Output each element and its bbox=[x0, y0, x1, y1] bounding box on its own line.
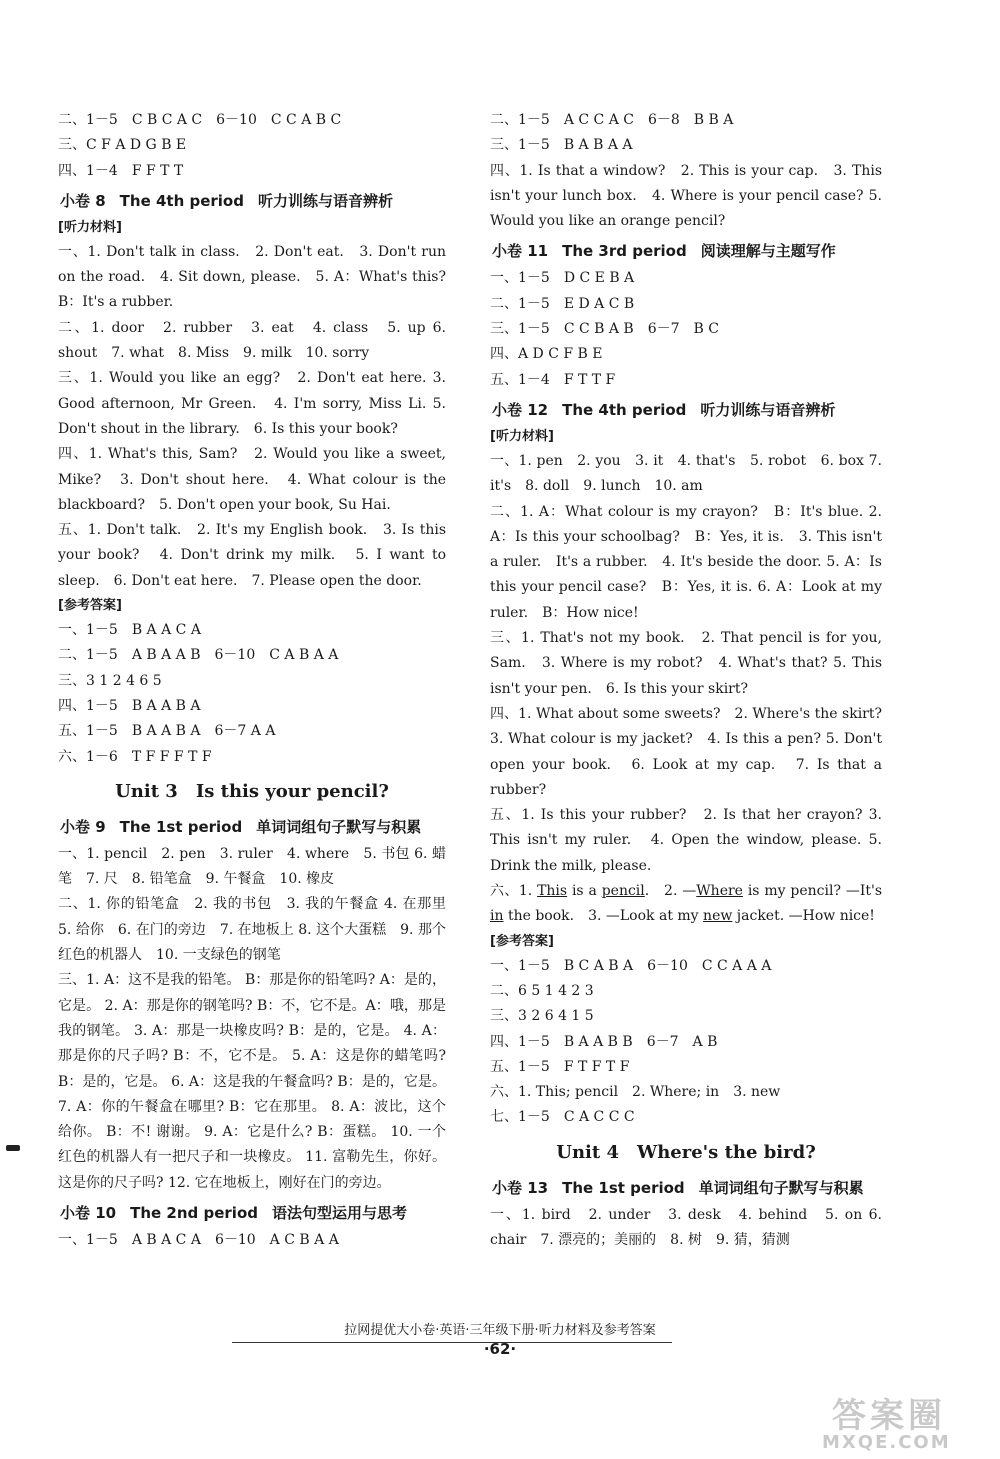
text-fragment: is my pencil? —It's bbox=[742, 883, 883, 900]
answer-line: 一、1－5 D C E B A bbox=[490, 270, 635, 287]
answer-line: 二、1－5 A B A A B 6－10 C A B A A bbox=[58, 647, 339, 664]
quiz-period: The 1st period bbox=[562, 1178, 685, 1197]
quiz-topic: 阅读理解与主题写作 bbox=[700, 242, 836, 261]
margin-mark bbox=[6, 1145, 20, 1151]
underlined-word: pencil bbox=[601, 883, 645, 900]
answer-line: 三、3 1 2 4 6 5 bbox=[58, 672, 162, 689]
quiz-number: 小卷 12 bbox=[492, 400, 549, 419]
answer-line: 六、1. This; pencil 2. Where; in 3. new bbox=[490, 1084, 781, 1101]
answer-line: 一、1. pen 2. you 3. it 4. that's 5. robot 6. box 7. it's 8. doll 9. lunch 10. am bbox=[490, 452, 882, 495]
quiz-heading bbox=[60, 812, 446, 842]
quiz-number: 小卷 9 bbox=[60, 817, 106, 836]
answer-line: 四、1－4 F F T T bbox=[58, 162, 184, 179]
answer-line: 五、1－4 F T T F bbox=[490, 371, 616, 388]
unit-heading: Unit 3 Is this your pencil? bbox=[115, 780, 389, 802]
footer-text: 拉网提优大小卷·英语·三年级下册·听力材料及参考答案 bbox=[344, 1323, 656, 1338]
answer-line: 二、1. A：What colour is my crayon? B：It's blue. 2. A：Is this your schoolbag? B：Yes, it is. 3. This isn't a ruler. It's a rubber. 4. It's beside the door. 5. A：Is this your pencil case? B：Yes, it is. 6. A：Look at my ruler. B：How nice! bbox=[490, 503, 882, 621]
answer-line: 五、1－5 B A A B A 6－7 A A bbox=[58, 723, 276, 740]
quiz-topic: 听力训练与语音辨析 bbox=[257, 191, 393, 210]
watermark-top: 答案圈 bbox=[832, 1396, 946, 1436]
text-fragment: the book. 3. —Look at my bbox=[503, 908, 704, 925]
answer-line: 一、1. Don't talk in class. 2. Don't eat. 3. Don't run on the road. 4. Sit down, please. 5. A：What's this? B：It's a rubber. bbox=[58, 243, 446, 311]
section-tag: [参考答案] bbox=[58, 598, 122, 614]
answer-line: 四、1. Is that a window? 2. This is your cap. 3. This isn't your lunch box. 4. Where is your pencil case? 5. Would you like an orange pencil? bbox=[490, 162, 882, 230]
answer-line: 一、1. bird 2. under 3. desk 4. behind 5. on 6. chair 7. 漂亮的；美丽的 8. 树 9. 猜，猜测 bbox=[490, 1206, 882, 1248]
underlined-word: new bbox=[703, 908, 733, 925]
quiz-period: The 4th period bbox=[562, 400, 687, 419]
page-number: ·62· bbox=[483, 1340, 517, 1358]
quiz-period: The 2nd period bbox=[130, 1203, 258, 1222]
quiz-topic: 语法句型运用与思考 bbox=[271, 1203, 407, 1222]
quiz-heading bbox=[492, 1173, 882, 1203]
quiz-number: 小卷 11 bbox=[492, 242, 549, 261]
answer-line: 五、1. Is this your rubber? 2. Is that her crayon? 3. This isn't my ruler. 4. Open the window, please. 5. Drink the milk, please. bbox=[490, 807, 882, 874]
answer-line-underlined bbox=[490, 879, 882, 930]
answer-line: 三、1－5 C C B A B 6－7 B C bbox=[490, 321, 719, 338]
answer-line: 四、1. What about some sweets? 2. Where's the skirt? 3. What colour is my jacket? 4. Is this a pen? 5. Don't open your book. 6. Look at my cap. 7. Is that a rubber? bbox=[490, 705, 882, 798]
answer-line: 三、C F A D G B E bbox=[58, 137, 187, 154]
quiz-topic: 单词词组句子默写与积累 bbox=[256, 817, 422, 836]
answer-line: 一、1－5 B A A C A bbox=[58, 622, 201, 639]
watermark-logo bbox=[818, 1388, 988, 1452]
quiz-number: 小卷 10 bbox=[60, 1203, 117, 1222]
answer-line: 三、1. A：这不是我的铅笔。 B：那是你的铅笔吗? A：是的，它是。 2. A：那是你的钢笔吗? B：不，它不是。A：哦，那是我的钢笔。 3. A：那是一块橡皮吗? B：是的，它是。 4. A：那是你的尺子吗? B：不，它不是。 5. A：这是你的蜡笔吗? B：是的，它是。 6. A：这是我的午餐盒吗? B：是的，它是。 7. A：你的午餐盒在哪里? B：它在那里。 8. A：波比，这个给你。 B：不! 谢谢。 9. A：它是什么? B：蛋糕。 10. 一个红色的机器人有一把尺子和一块橡皮。 11. 富勒先生，你好。这是你的尺子吗? 12. 它在地板上，刚好在门的旁边。 bbox=[58, 972, 446, 1191]
underlined-word: This bbox=[537, 883, 568, 900]
answer-line: 六、1－6 T F F F T F bbox=[58, 748, 212, 765]
answer-line: 四、1－5 B A A B A bbox=[58, 697, 201, 714]
underlined-word: in bbox=[490, 908, 504, 925]
answer-line: 二、1. 你的铅笔盒 2. 我的书包 3. 我的午餐盒 4. 在那里 5. 给你 6. 在门的旁边 7. 在地板上 8. 这个大蛋糕 9. 那个红色的机器人 10. 一支绿色的钢笔 bbox=[58, 896, 460, 964]
quiz-heading bbox=[492, 236, 882, 266]
answer-line: 一、1－5 B C A B A 6－10 C C A A A bbox=[490, 957, 772, 974]
quiz-period: The 3rd period bbox=[562, 242, 687, 261]
answer-line: 四、1. What's this, Sam? 2. Would you like a sweet, Mike? 3. Don't shout here. 4. What colour is the blackboard? 5. Don't open your book, Su Hai. bbox=[58, 446, 446, 513]
answer-line: 五、1. Don't talk. 2. It's my English book. 3. Is this your book? 4. Don't drink my milk. 5. I want to sleep. 6. Don't eat here. 7. Please open the door. bbox=[58, 522, 446, 589]
text-fragment: jacket. —How nice! bbox=[732, 908, 875, 925]
quiz-period: The 1st period bbox=[119, 817, 243, 836]
page-footer bbox=[0, 1321, 1000, 1341]
answer-line: 四、1－5 B A A B B 6－7 A B bbox=[490, 1033, 718, 1050]
quiz-period: The 4th period bbox=[119, 191, 244, 210]
quiz-heading bbox=[60, 186, 446, 216]
right-column bbox=[490, 108, 882, 1253]
answer-line: 三、1－5 B A B A A bbox=[490, 137, 633, 154]
underlined-word: Where bbox=[696, 883, 743, 900]
section-tag: [参考答案] bbox=[490, 933, 554, 949]
answer-line: 三、3 2 6 4 1 5 bbox=[490, 1008, 594, 1025]
answer-line: 一、1. pencil 2. pen 3. ruler 4. where 5. 书包 6. 蜡笔 7. 尺 8. 铅笔盒 9. 午餐盒 10. 橡皮 bbox=[58, 845, 446, 888]
answer-line: 二、1－5 C B C A C 6－10 C C A B C bbox=[58, 112, 342, 128]
answer-line: 一、1－5 A B A C A 6－10 A C B A A bbox=[58, 1231, 339, 1248]
text-fragment: 六、1. bbox=[490, 883, 538, 900]
unit-heading: Unit 4 Where's the bird? bbox=[556, 1141, 816, 1163]
answer-line: 三、1. That's not my book. 2. That pencil is for you, Sam. 3. Where is my robot? 4. What's that? 5. This isn't your pen. 6. Is this your skirt? bbox=[490, 630, 882, 697]
text-fragment: . 2. — bbox=[644, 883, 697, 900]
answer-line: 二、1－5 A C C A C 6－8 B B A bbox=[490, 112, 734, 128]
answer-line: 二、1. door 2. rubber 3. eat 4. class 5. up 6. shout 7. what 8. Miss 9. milk 10. sorry bbox=[58, 319, 446, 362]
section-tag: [听力材料] bbox=[490, 428, 554, 444]
text-fragment: is a bbox=[567, 883, 602, 900]
answer-line: 四、A D C F B E bbox=[490, 346, 603, 363]
quiz-topic: 单词词组句子默写与积累 bbox=[698, 1178, 864, 1197]
answer-line: 七、1－5 C A C C C bbox=[490, 1109, 635, 1126]
section-tag: [听力材料] bbox=[58, 219, 122, 235]
answer-line: 三、1. Would you like an egg? 2. Don't eat here. 3. Good afternoon, Mr Green. 4. I'm sorry, Miss Li. 5. Don't shout in the library. 6. Is this your book? bbox=[58, 370, 446, 437]
left-column bbox=[58, 108, 460, 1253]
quiz-number: 小卷 13 bbox=[492, 1178, 549, 1197]
quiz-heading bbox=[60, 1198, 446, 1228]
watermark-bottom: MXQE.COM bbox=[822, 1432, 951, 1453]
answer-line: 五、1－5 F T F T F bbox=[490, 1058, 630, 1075]
answer-line: 二、6 5 1 4 2 3 bbox=[490, 982, 594, 999]
quiz-topic: 听力训练与语音辨析 bbox=[700, 400, 836, 419]
quiz-number: 小卷 8 bbox=[60, 191, 106, 210]
quiz-heading bbox=[492, 395, 882, 425]
answer-line: 二、1－5 E D A C B bbox=[490, 295, 635, 312]
